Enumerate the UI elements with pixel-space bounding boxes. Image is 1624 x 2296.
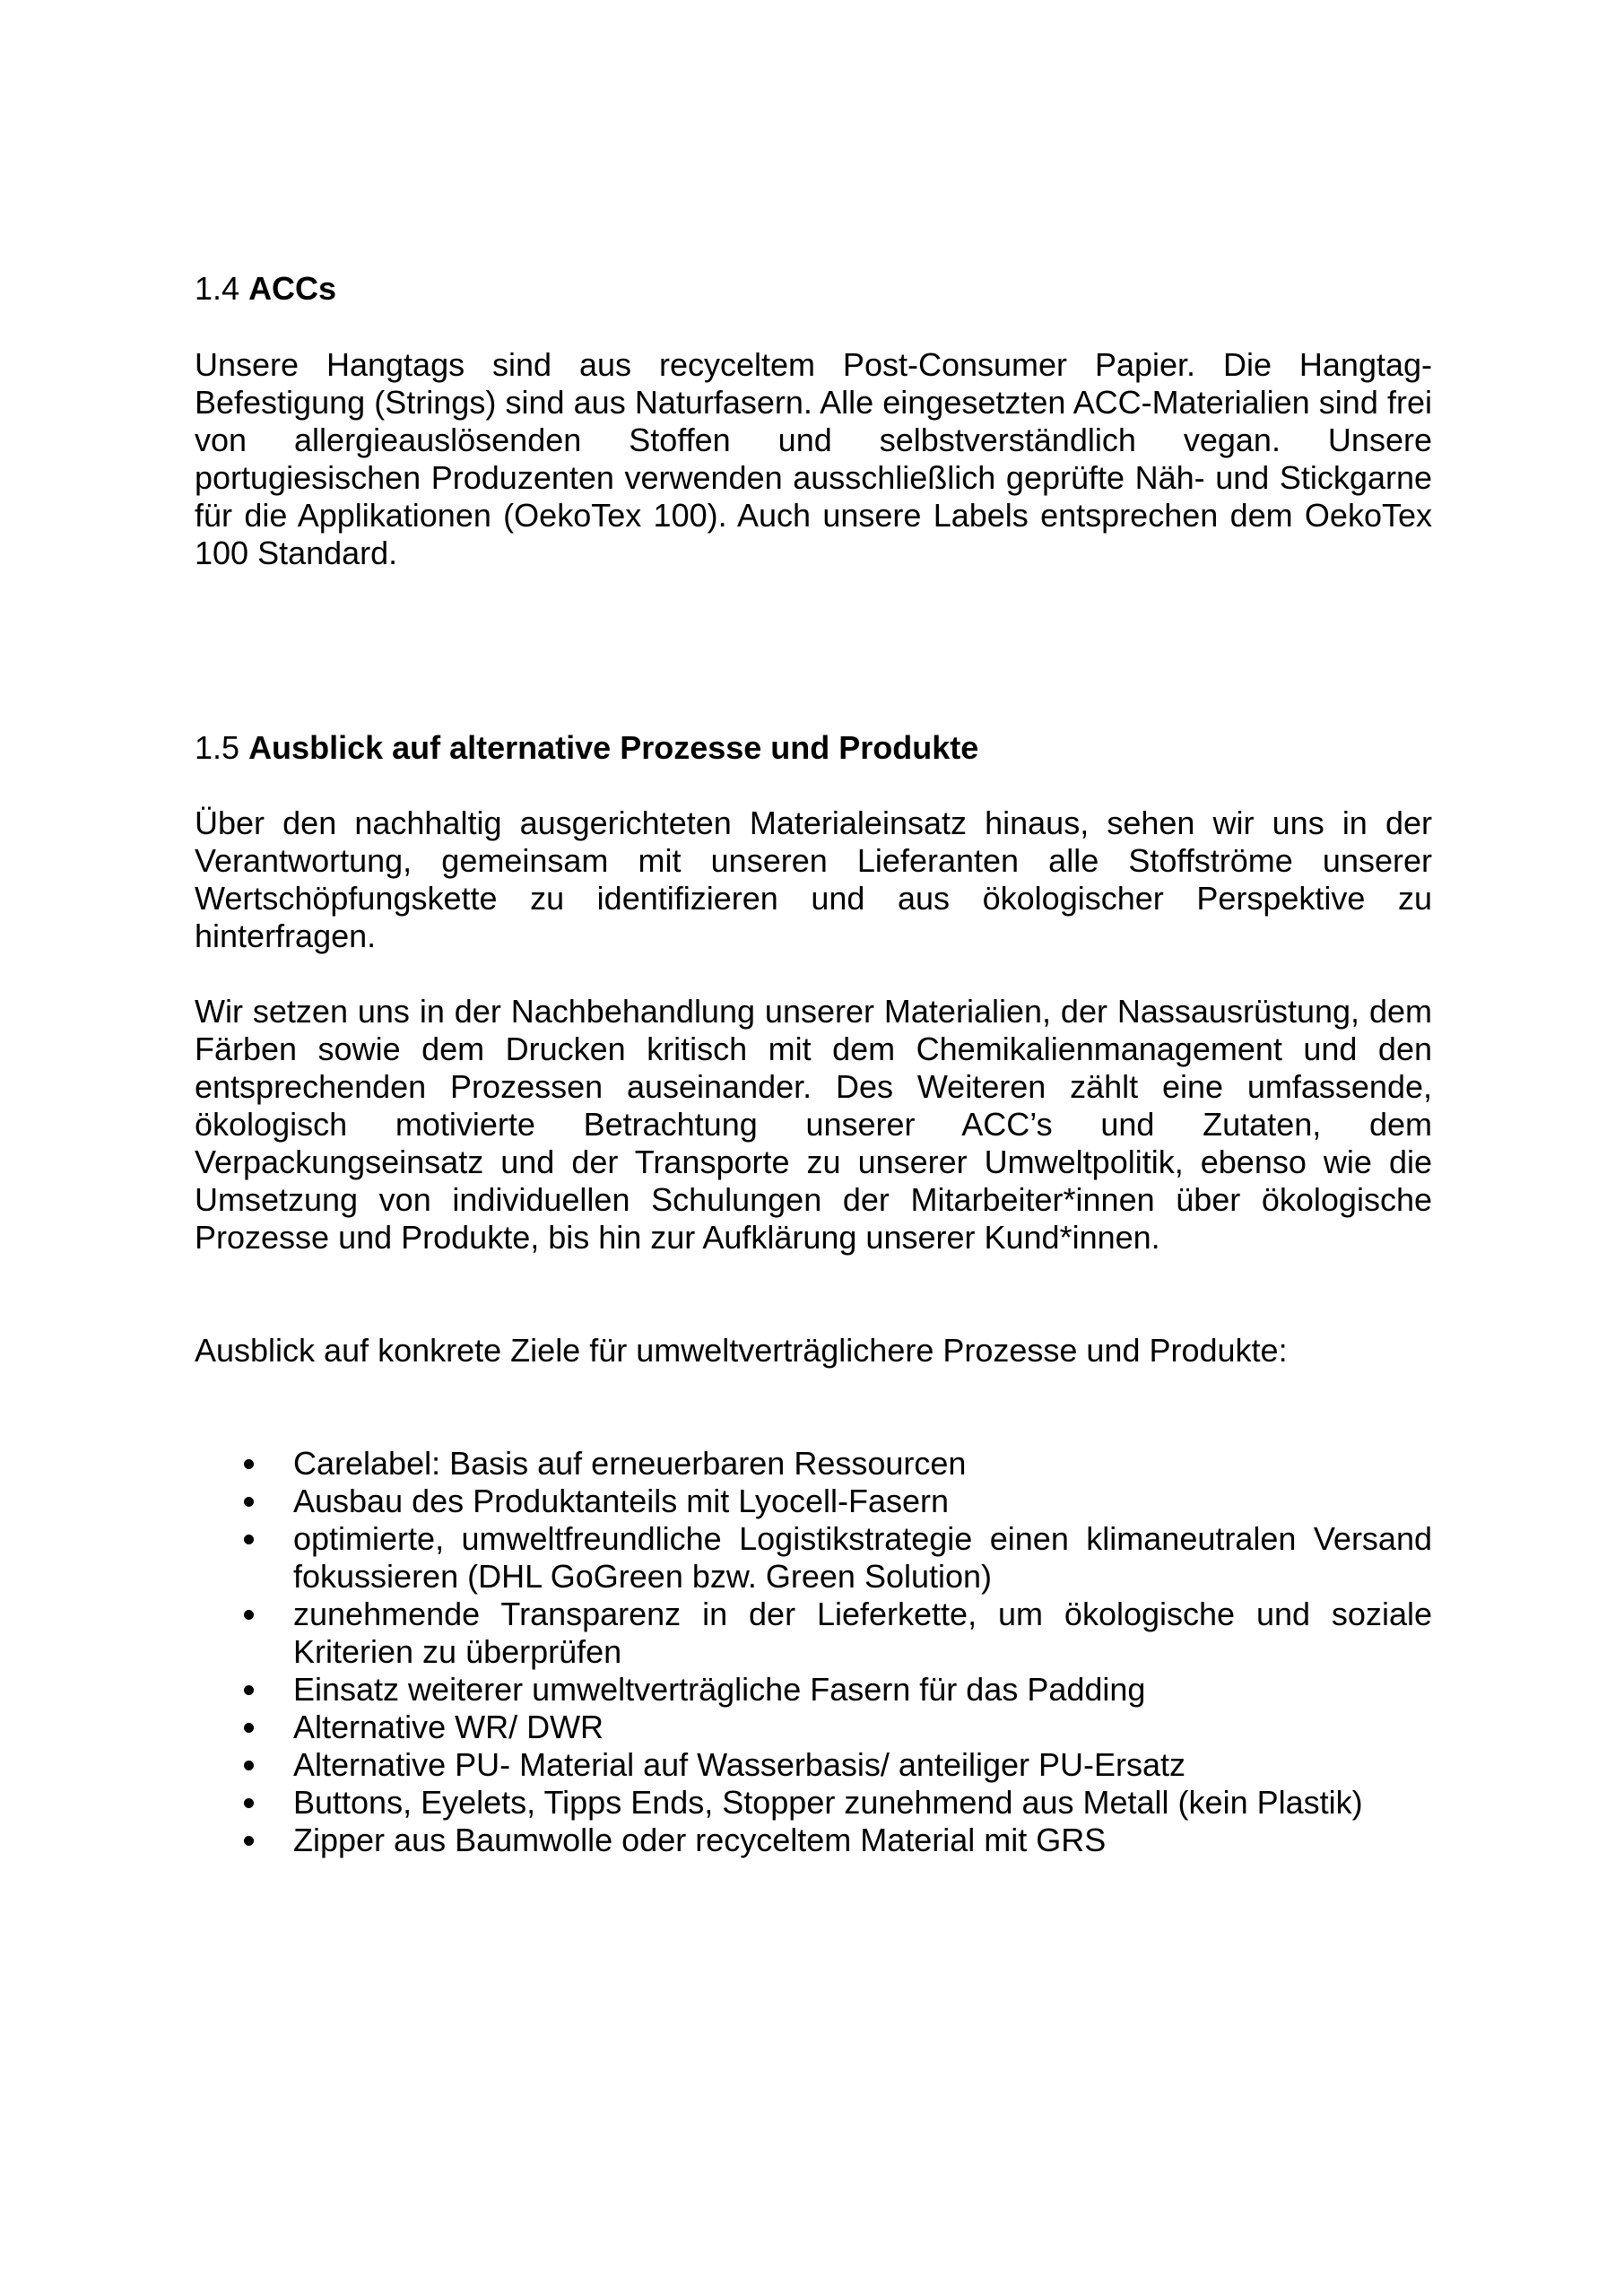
list-item: Zipper aus Baumwolle oder recyceltem Material mit GRS bbox=[195, 1822, 1432, 1859]
bullet-icon bbox=[244, 1723, 254, 1733]
list-item: optimierte, umweltfreundliche Logistikstrategie einen klimaneutralen Versand fokussieren (DHL GoGreen bzw. Green Solution) bbox=[195, 1520, 1432, 1596]
list-item: Einsatz weiterer umweltverträgliche Fasern für das Padding bbox=[195, 1671, 1432, 1709]
bullet-icon bbox=[244, 1798, 254, 1808]
bullet-icon bbox=[244, 1610, 254, 1620]
list-item: Alternative PU- Material auf Wasserbasis/ anteiliger PU-Ersatz bbox=[195, 1746, 1432, 1784]
section-heading-1-4 bbox=[195, 269, 1432, 309]
bullet-icon bbox=[244, 1459, 254, 1469]
section-title: Ausblick auf alternative Prozesse und Produkte bbox=[248, 729, 979, 766]
bullet-icon bbox=[244, 1497, 254, 1507]
bullet-icon bbox=[244, 1836, 254, 1846]
bullet-icon bbox=[244, 1685, 254, 1695]
page-content bbox=[195, 269, 1432, 1859]
bullet-icon bbox=[244, 1761, 254, 1770]
bullet-icon bbox=[244, 1535, 254, 1544]
section-title: ACCs bbox=[248, 270, 337, 307]
goals-list bbox=[195, 1445, 1432, 1859]
paragraph-processes: Wir setzen uns in der Nachbehandlung unserer Materialien, der Nassausrüstung, dem Färben sowie dem Drucken kritisch mit dem Chemikalienmanagement und den entsprechenden Prozessen auseinander. Des Weiteren zählt eine umfassende, ökologisch motivierte Betrachtung unserer ACC’s und Zutaten, dem Verpackungseinsatz und der Transporte zu unserer Umweltpolitik, ebenso wie die Umsetzung von individuellen Schulungen der Mitarbeiter*innen über ökologische Prozesse und Produkte, bis hin zur Aufklärung unserer Kund*innen. bbox=[195, 993, 1432, 1256]
section-number: 1.4 bbox=[195, 270, 240, 307]
list-item: Alternative WR/ DWR bbox=[195, 1709, 1432, 1746]
paragraph-accs: Unsere Hangtags sind aus recyceltem Post-Consumer Papier. Die Hangtag-Befestigung (Strings) sind aus Naturfasern. Alle eingesetzten ACC-Materialien sind frei von allergieauslösenden Stoffen und selbstverständlich vegan. Unsere portugiesischen Produzenten verwenden ausschließlich geprüfte Näh- und Stickgarne für die Applikationen (OekoTex 100). Auch unsere Labels entsprechen dem OekoTex 100 Standard. bbox=[195, 346, 1432, 571]
paragraph-goals-intro: Ausblick auf konkrete Ziele für umweltverträglichere Prozesse und Produkte: bbox=[195, 1332, 1288, 1369]
list-item: Carelabel: Basis auf erneuerbaren Ressourcen bbox=[195, 1445, 1432, 1483]
paragraph-intro: Über den nachhaltig ausgerichteten Materialeinsatz hinaus, sehen wir uns in der Verantwortung, gemeinsam mit unseren Lieferanten alle Stoffströme unserer Wertschöpfungskette zu identifizieren und aus ökologischer Perspektive zu hinterfragen. bbox=[195, 804, 1432, 954]
list-item: zunehmende Transparenz in der Lieferkette, um ökologische und soziale Kriterien zu überprüfen bbox=[195, 1596, 1432, 1671]
list-item: Ausbau des Produktanteils mit Lyocell-Fasern bbox=[195, 1483, 1432, 1520]
list-item: Buttons, Eyelets, Tipps Ends, Stopper zunehmend aus Metall (kein Plastik) bbox=[195, 1784, 1432, 1822]
section-number: 1.5 bbox=[195, 729, 240, 766]
section-heading-1-5 bbox=[195, 728, 1432, 768]
